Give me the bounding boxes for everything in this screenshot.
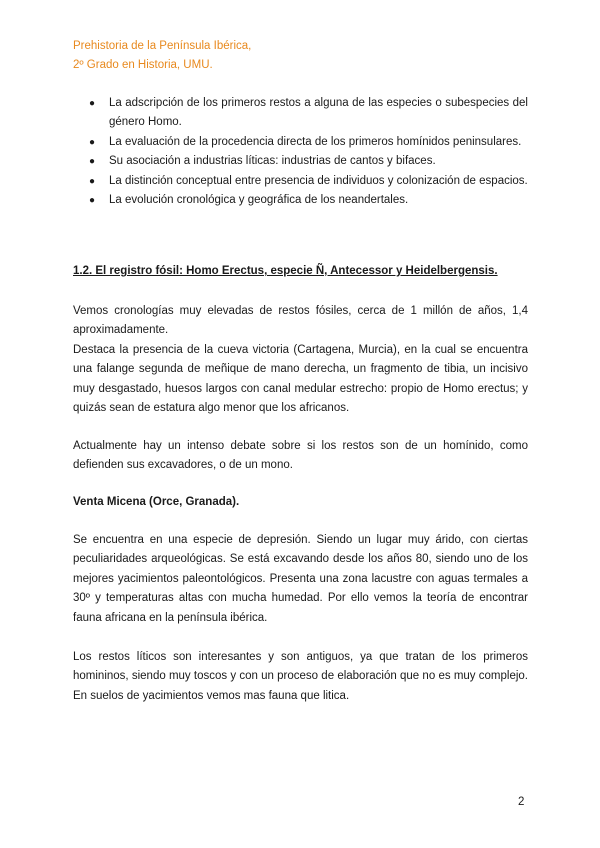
list-item: ● La evaluación de la procedencia directa de los primeros homínidos peninsulares. (73, 133, 528, 152)
list-item: ● La distinción conceptual entre presencia de individuos y colonización de espacios. (73, 172, 528, 191)
paragraph-debate: Actualmente hay un intenso debate sobre si los restos son de un homínido, como defienden sus excavadores, o de un mono. (73, 440, 528, 472)
list-item: ● Su asociación a industrias líticas: industrias de cantos y bifaces. (73, 152, 528, 171)
page-number: 2 (518, 796, 525, 808)
document-header (73, 37, 251, 75)
bullet-icon: ● (89, 136, 96, 148)
subheading-venta-micena: Venta Micena (Orce, Granada). (73, 496, 240, 508)
paragraph-depression: Se encuentra en una especie de depresión. Siendo un lugar muy árido, con ciertas peculiaridades arqueológicas. Se está excavando desde los años 80, siendo uno de los mejores yacimientos paleontológicos. Presenta una zona lacustre con aguas termales a 30º y temperaturas altas con mucha humedad. Por ello vemos la teoría de encontrar fauna africana en la península ibérica. (73, 534, 528, 624)
section-title: 1.2. El registro fósil: Homo Erectus, especie Ñ, Antecessor y Heidelbergensis. (73, 265, 498, 277)
bullet-icon: ● (89, 175, 96, 187)
bullet-icon: ● (89, 156, 96, 168)
paragraph-cueva-victoria: Destaca la presencia de la cueva victoria (Cartagena, Murcia), en la cual se encuentra una falange segunda de meñique de mano derecha, un fragmento de tibia, un incisivo muy desgastado, huesos largos con canal medular estrecho: propio de Homo erectus; y quizás sean de estatura algo menor que los africanos. (73, 344, 528, 415)
list-item: ● La adscripción de los primeros restos a alguna de las especies o subespecies del género Homo. (73, 94, 528, 133)
paragraph-chronology: Vemos cronologías muy elevadas de restos fósiles, cerca de 1 millón de años, 1,4 aproximadamente. (73, 305, 528, 337)
bullet-icon: ● (89, 195, 96, 207)
list-item: ● La evolución cronológica y geográfica de los neandertales. (73, 191, 528, 210)
header-title: Prehistoria de la Península Ibérica, (73, 40, 252, 52)
bullet-icon: ● (89, 98, 96, 109)
header-subtitle: 2º Grado en Historia, UMU. (73, 59, 213, 71)
bullet-list (73, 94, 528, 210)
paragraph-lithic-remains: Los restos líticos son interesantes y son antiguos, ya que tratan de los primeros homininos, siendo muy toscos y con un proceso de elaboración que no es muy complejo. En suelos de yacimientos vemos mas fauna que litica. (73, 651, 528, 702)
